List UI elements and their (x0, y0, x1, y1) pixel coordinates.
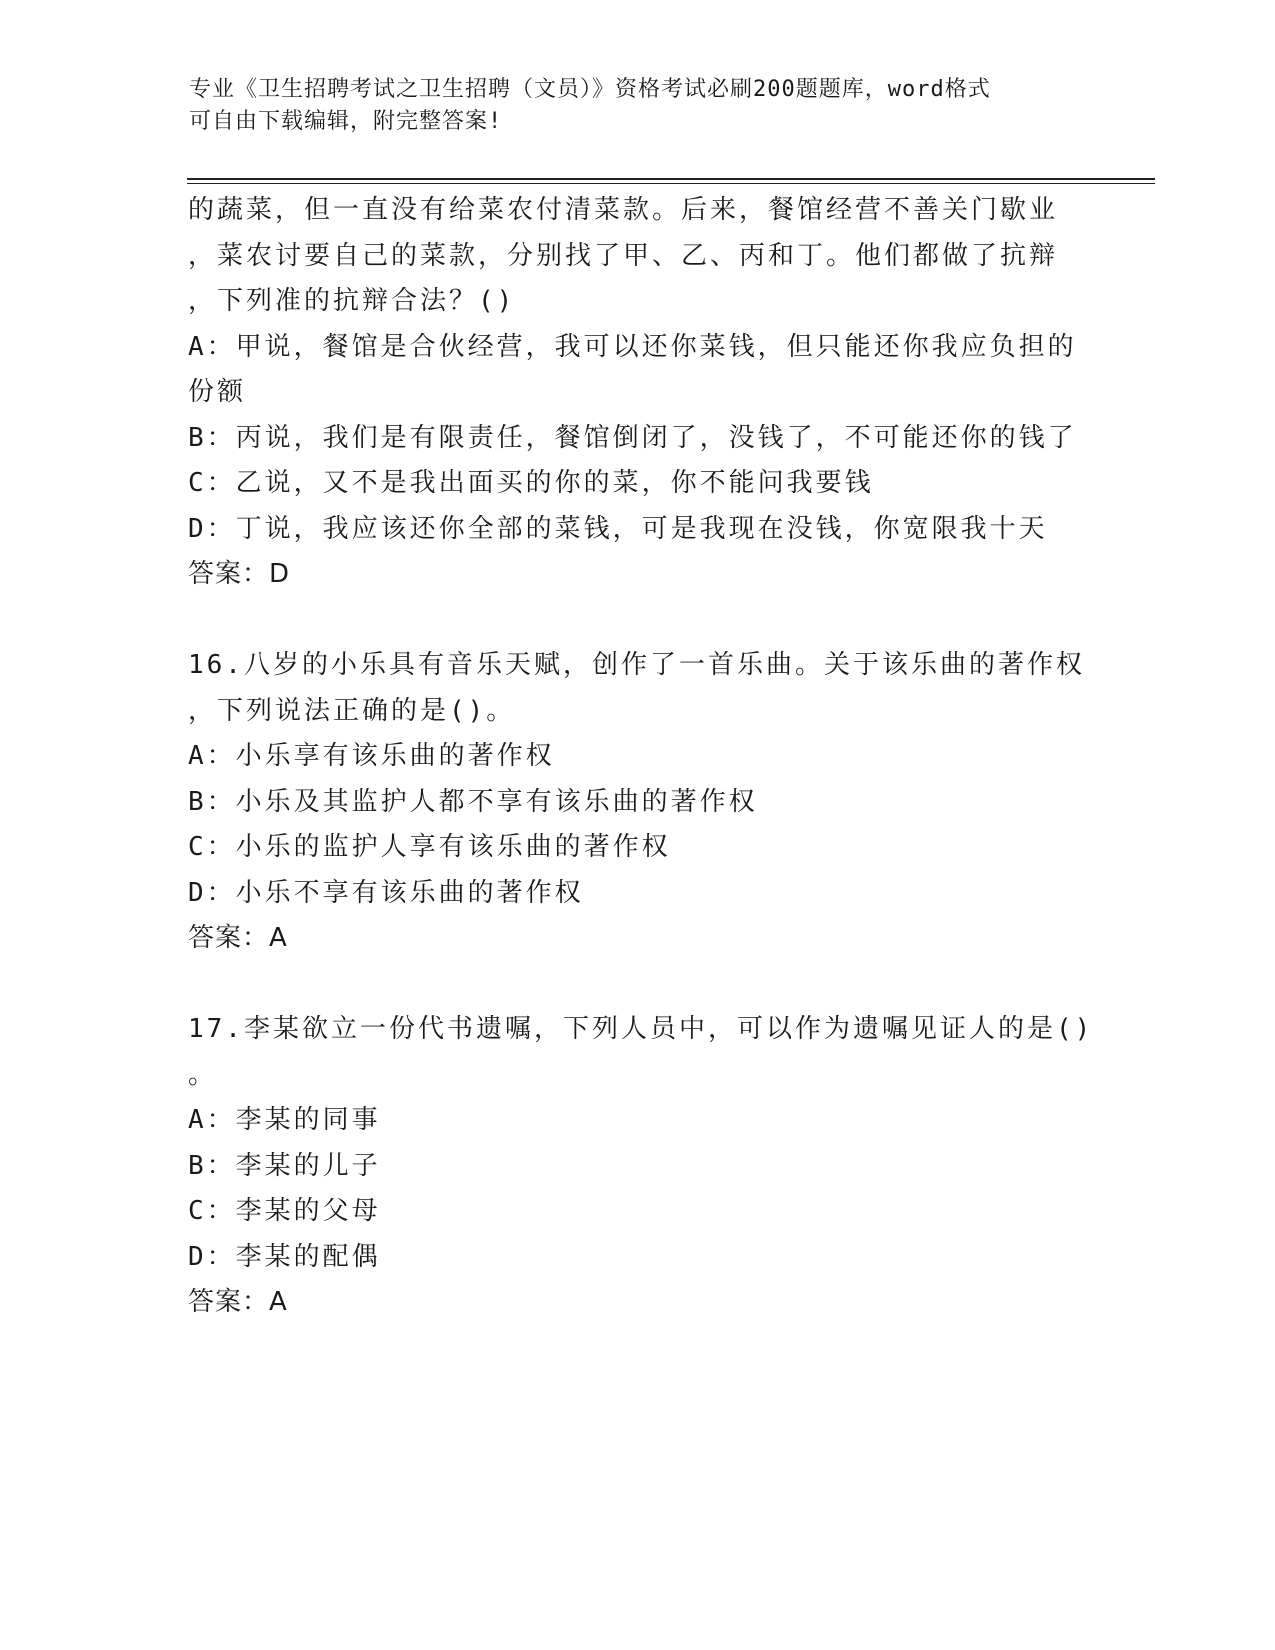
question-text-line: 16.八岁的小乐具有音乐天赋，创作了一首乐曲。关于该乐曲的著作权 (188, 650, 1085, 680)
question-text-line: 的蔬菜，但一直没有给菜农付清菜款。后来，餐馆经营不善关门歇业 (188, 195, 1059, 225)
answer-label: 答案：A (188, 1287, 288, 1317)
option-c: C：乙说，又不是我出面买的你的菜，你不能问我要钱 (188, 468, 874, 498)
question-text-line: 17.李某欲立一份代书遗嘱，下列人员中，可以作为遗嘱见证人的是() (188, 1014, 1094, 1044)
header-line-2: 可自由下载编辑，附完整答案! (189, 109, 503, 134)
question-15 (188, 188, 1148, 598)
option-a-continued: 份额 (188, 377, 247, 407)
option-c: C：李某的父母 (188, 1196, 381, 1226)
spacer (188, 598, 1148, 644)
answer-label: 答案：A (188, 923, 288, 953)
header-line-1: 专业《卫生招聘考试之卫生招聘（文员）》资格考试必刷200题题库，word格式 (189, 77, 991, 102)
answer-label: 答案：D (188, 559, 291, 589)
header-divider-thick (187, 178, 1155, 180)
header-divider-thin (187, 183, 1155, 184)
option-a: A：甲说，餐馆是合伙经营，我可以还你菜钱，但只能还你我应负担的 (188, 331, 1077, 362)
question-text-line: ，下列准的抗辩合法？() (188, 286, 516, 316)
option-d: D：小乐不享有该乐曲的著作权 (188, 877, 584, 908)
document-header (189, 74, 1089, 138)
question-17 (188, 1007, 1148, 1326)
option-b: B：小乐及其监护人都不享有该乐曲的著作权 (188, 786, 758, 817)
question-text-line: ，下列说法正确的是()。 (188, 695, 516, 726)
option-a: A：李某的同事 (188, 1105, 381, 1135)
document-body (188, 188, 1148, 1326)
question-16 (188, 643, 1148, 962)
option-c: C：小乐的监护人享有该乐曲的著作权 (188, 832, 671, 862)
option-a: A：小乐享有该乐曲的著作权 (188, 741, 555, 771)
option-b: B：李某的儿子 (188, 1150, 381, 1181)
question-text-line: 。 (188, 1059, 218, 1090)
spacer (188, 962, 1148, 1008)
option-d: D：李某的配偶 (188, 1241, 381, 1272)
question-text-line: ，菜农讨要自己的菜款，分别找了甲、乙、丙和丁。他们都做了抗辩 (188, 240, 1059, 271)
option-d: D：丁说，我应该还你全部的菜钱，可是我现在没钱，你宽限我十天 (188, 513, 1048, 544)
option-b: B：丙说，我们是有限责任，餐馆倒闭了，没钱了，不可能还你的钱了 (188, 422, 1077, 453)
